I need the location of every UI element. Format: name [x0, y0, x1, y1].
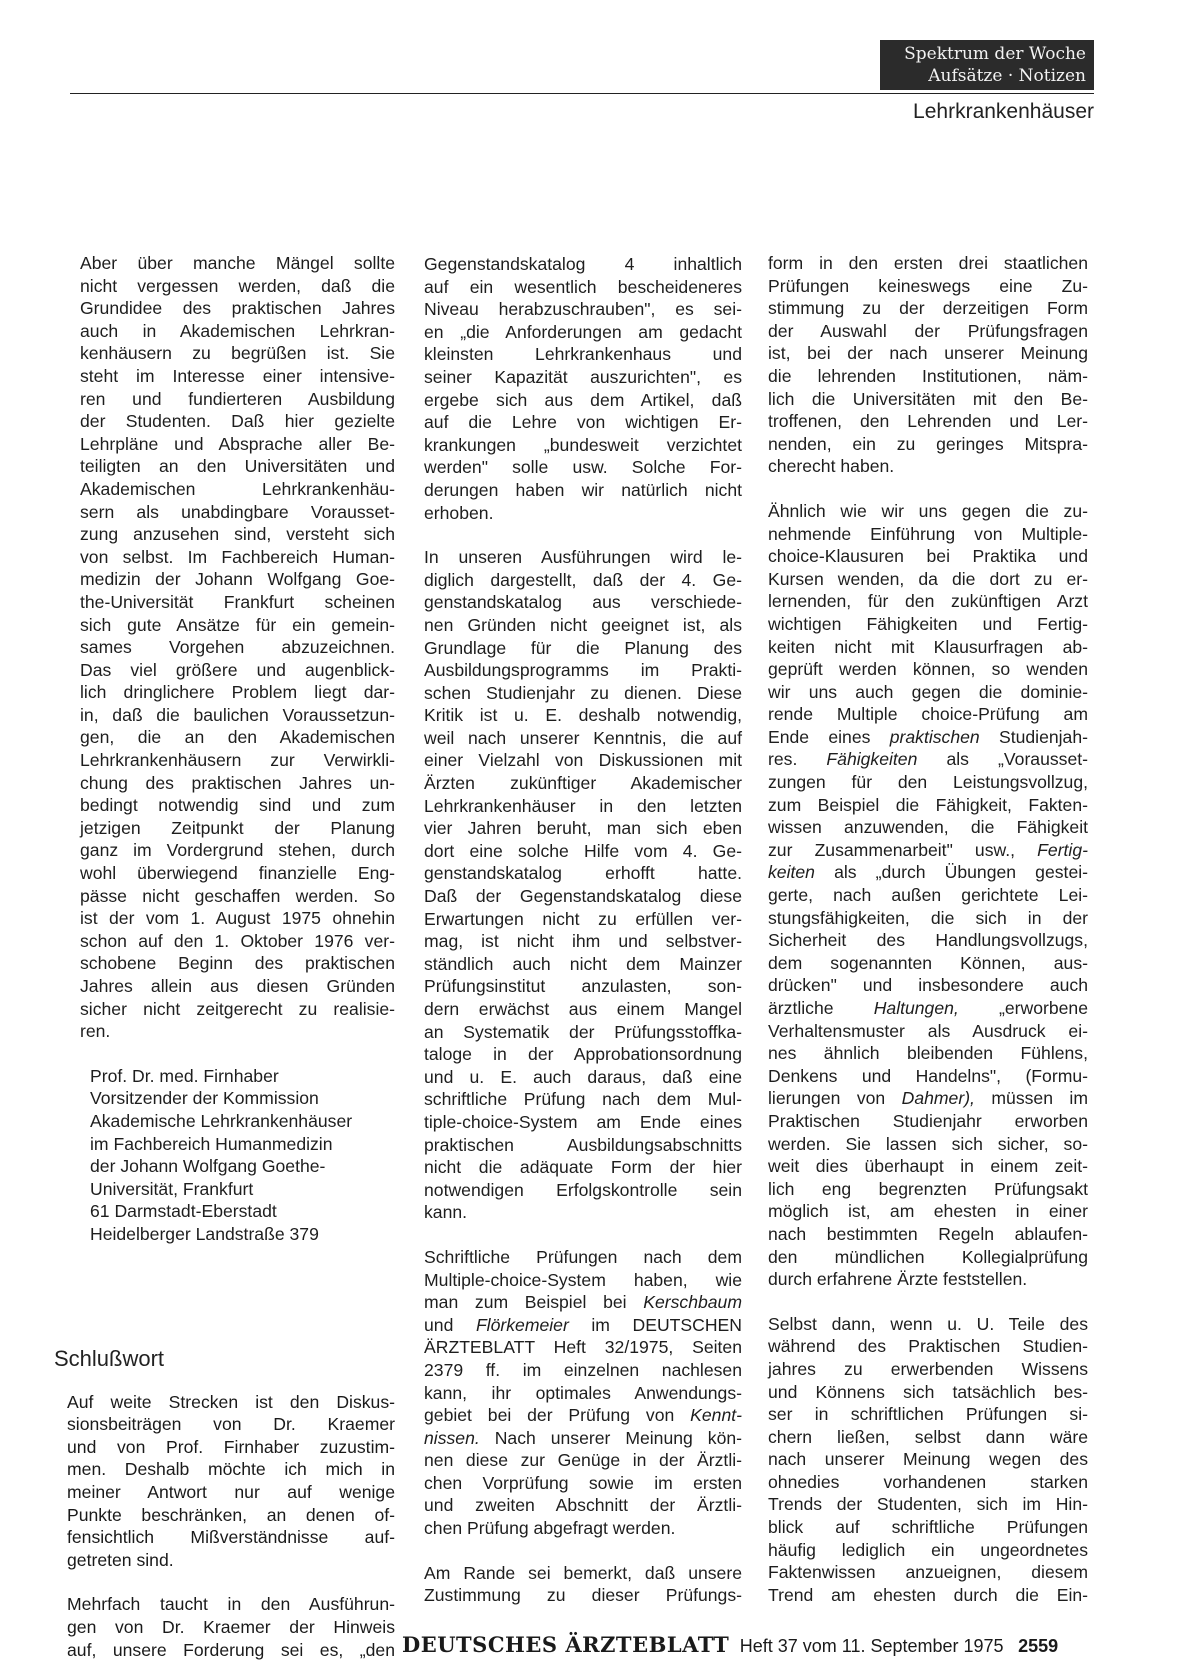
text-line: Multiple-choice-System haben, wie	[424, 1269, 742, 1290]
badge-line-2: Aufsätze · Notizen	[928, 66, 1086, 86]
text-line: genstandskatalog aus verschiede-	[424, 592, 742, 613]
text-line: Das viel größere und augenblick-	[80, 659, 395, 680]
text-line: medizin der Johann Wolfgang Goe-	[80, 569, 395, 590]
text-line: lich dringlichere Problem liegt dar-	[80, 682, 395, 703]
text-line: schen Studienjahr zu dienen. Diese	[424, 682, 742, 703]
text-line: auf, unsere Forderung sei es, „den	[67, 1639, 395, 1660]
text-line: wir uns auch gegen die dominie-	[768, 681, 1088, 702]
text-line: nach bestimmten Regeln ablaufen-	[768, 1223, 1088, 1244]
text-line: in, daß die baulichen Voraussetzun-	[80, 704, 395, 725]
text-line: men. Deshalb möchte ich mich in	[67, 1459, 395, 1480]
text-line: res. Fähigkeiten als „Vorausset-	[768, 749, 1089, 770]
text-line: im Fachbereich Humanmedizin	[90, 1133, 333, 1154]
column-1-lower	[54, 1318, 395, 1661]
text-line: sich gute Ansätze für ein gemein-	[80, 614, 395, 635]
column-1	[80, 252, 395, 1246]
text-line: tiple-choice-System am Ende eines	[424, 1111, 742, 1132]
text-line: Ähnlich wie wir uns gegen die zu-	[768, 500, 1088, 521]
text-line: dem sogenannten Können, aus-	[768, 952, 1088, 973]
paragraph	[424, 546, 742, 1224]
text-line: Akademischen Lehrkrankenhäu-	[80, 478, 395, 499]
text-line: derungen haben wir natürlich nicht	[424, 479, 742, 500]
column-3	[768, 252, 1088, 1628]
text-line: diglich dargestellt, daß der 4. Ge-	[424, 569, 742, 590]
column-2	[424, 253, 742, 1629]
text-line: häufig lediglich ein ungeordnetes	[768, 1539, 1088, 1560]
text-line: und Flörkemeier im DEUTSCHEN	[424, 1314, 742, 1335]
text-line: einer Vielzahl von Diskussionen mit	[424, 750, 742, 771]
paragraph	[768, 252, 1088, 478]
text-line: chung des praktischen Jahres un-	[80, 772, 395, 793]
text-line: zur Zusammenarbeit" usw., Fertig-	[768, 839, 1088, 860]
text-line: Daß der Gegenstandskatalog diese	[424, 886, 742, 907]
text-line: 2379 ff. im einzelnen nachlesen	[424, 1359, 742, 1380]
text-line: ÄRZTEBLATT Heft 32/1975, Seiten	[424, 1337, 742, 1358]
text-line: Praktischen Studienjahr erworben	[768, 1110, 1088, 1131]
text-line: jahres zu erwerbenden Wissens	[768, 1358, 1088, 1379]
text-line: man zum Beispiel bei Kerschbaum	[424, 1292, 742, 1313]
text-line: nes ähnlich bleibenden Fühlens,	[768, 1043, 1088, 1064]
text-line: the-Universität Frankfurt scheinen	[80, 591, 395, 612]
paragraph	[768, 1313, 1088, 1607]
paragraph	[424, 1562, 742, 1607]
text-line: keiten nicht mit Klausurfragen ab-	[768, 636, 1088, 657]
text-line: Heidelberger Landstraße 379	[90, 1223, 319, 1244]
text-line: während des Praktischen Studien-	[768, 1336, 1088, 1357]
text-line: Prüfungen keineswegs eine Zu-	[768, 275, 1088, 296]
text-line: mag, ist nicht ihm und selbstver-	[424, 931, 742, 952]
publication-name: DEUTSCHES ÄRZTEBLATT	[402, 1632, 730, 1657]
text-line: chern ließen, selbst dann wäre	[768, 1426, 1088, 1447]
text-line: Punkte beschränken, an denen of-	[67, 1504, 395, 1525]
text-line: wichtigen Fähigkeiten und Fertig-	[768, 613, 1088, 634]
text-line: nen diese zur Genüge in der Ärztli-	[424, 1450, 742, 1471]
text-line: en „die Anforderungen am gedacht	[424, 321, 742, 342]
paragraph	[768, 500, 1088, 1291]
text-line: In unseren Ausführungen wird le-	[424, 547, 742, 568]
signature-block	[90, 1065, 395, 1246]
paragraph	[424, 1246, 742, 1540]
text-line: Lehrkrankenhäuser in den letzten	[424, 795, 742, 816]
text-line: Faktenwissen anzueignen, diesem	[768, 1562, 1088, 1583]
text-line: gerte, nach außen gerichtete Lei-	[768, 885, 1088, 906]
text-line: werden. Sie lassen sich sicher, so-	[768, 1133, 1088, 1154]
text-line: Auf weite Strecken ist den Diskus-	[67, 1391, 395, 1412]
paragraph	[80, 252, 395, 1043]
text-line: Akademische Lehrkrankenhäuser	[90, 1110, 353, 1131]
text-line: Am Rande sei bemerkt, daß unsere	[424, 1562, 742, 1583]
text-line: durch erfahrene Ärzte feststellen.	[768, 1269, 1028, 1290]
text-line: ren.	[80, 1021, 111, 1042]
paragraph	[67, 1391, 395, 1572]
text-line: der Auswahl der Prüfungsfragen	[768, 320, 1088, 341]
text-line: kleinsten Lehrkrankenhaus und	[424, 344, 742, 365]
text-line: schriftliche Prüfung nach dem Mul-	[424, 1089, 742, 1110]
text-line: 61 Darmstadt-Eberstadt	[90, 1201, 277, 1222]
paragraph	[67, 1593, 395, 1661]
text-line: und von Prof. Firnhaber zuzustim-	[67, 1436, 395, 1457]
text-line: chen Prüfung abgefragt werden.	[424, 1518, 676, 1539]
text-line: choice-Klausuren bei Praktika und	[768, 546, 1088, 567]
text-line: wohl überwiegend finanzielle Eng-	[80, 863, 395, 884]
text-line: werden" solle usw. Solche For-	[424, 457, 742, 478]
text-line: stungsfähigkeiten, die sich in der	[768, 907, 1088, 928]
text-line: gebiet bei der Prüfung von Kennt-	[424, 1405, 742, 1426]
text-line: kann, ihr optimales Anwendungs-	[424, 1382, 742, 1403]
page-footer	[402, 1632, 1058, 1657]
text-line: geprüft werden können, so wenden	[768, 659, 1088, 680]
text-line: Vorsitzender der Kommission	[90, 1088, 319, 1109]
text-line: nehmende Einführung von Multiple-	[768, 523, 1088, 544]
text-line: von selbst. Im Fachbereich Human-	[80, 546, 395, 567]
text-line: nen Gründen nicht geeignet ist, als	[424, 614, 742, 635]
text-line: auf die Lehre von wichtigen Er-	[424, 412, 742, 433]
text-line: Niveau herabzuschrauben", es sei-	[424, 299, 742, 320]
text-line: meiner Antwort nur auf wenige	[67, 1481, 395, 1502]
text-line: weit dies überhaupt in einem zeit-	[768, 1156, 1088, 1177]
text-line: form in den ersten drei staatlichen	[768, 253, 1088, 273]
text-line: teiligten an den Universitäten und	[80, 456, 395, 477]
text-line: zungen für den Leistungsvollzug,	[768, 772, 1088, 793]
text-line: Mehrfach taucht in den Ausführun-	[67, 1594, 395, 1615]
text-line: schon auf den 1. Oktober 1976 ver-	[80, 930, 395, 951]
text-line: und zweiten Abschnitt der Ärztli-	[424, 1495, 742, 1516]
text-line: zung anzusehen sind, versteht sich	[80, 524, 395, 545]
text-line: seiner Kapazität auszurichten", es	[424, 366, 742, 387]
text-line: die lehrenden Institutionen, näm-	[768, 365, 1088, 386]
text-line: drücken" und insbesondere auch	[768, 975, 1088, 996]
text-line: lich die Universitäten mit den Be-	[768, 388, 1088, 409]
text-line: sames Vorgehen abzuzeichnen.	[80, 637, 395, 658]
text-line: notwendigen Erfolgskontrolle sein	[424, 1179, 742, 1200]
text-line: Grundidee des praktischen Jahres	[80, 298, 395, 319]
text-line: Trend am ehesten durch die Ein-	[768, 1584, 1088, 1605]
text-line: sionsbeiträgen von Dr. Kraemer	[67, 1414, 395, 1435]
text-line: zum Beispiel die Fähigkeit, Fakten-	[768, 794, 1088, 815]
text-line: Prüfungsinstitut anzulasten, son-	[424, 976, 742, 997]
text-line: auch in Akademischen Lehrkran-	[80, 320, 395, 341]
text-line: steht im Interesse einer intensive-	[80, 365, 395, 386]
text-line: Lehrpläne und Absprache aller Be-	[80, 433, 395, 454]
text-line: lierungen von Dahmer), müssen im	[768, 1088, 1088, 1109]
text-line: nissen. Nach unserer Meinung kön-	[424, 1427, 742, 1448]
text-line: Ausbildungsprogramms im Prakti-	[424, 660, 742, 681]
paragraph	[424, 253, 742, 524]
text-line: ren und fundierteren Ausbildung	[80, 388, 395, 409]
text-line: Kursen wenden, da die dort zu er-	[768, 568, 1088, 589]
text-line: wissen anzuwenden, die Fähigkeit	[768, 817, 1088, 838]
section-heading: Schlußwort	[54, 1346, 165, 1371]
text-line: rende Multiple choice-Prüfung am	[768, 704, 1088, 725]
text-line: nicht vergessen werden, daß die	[80, 275, 395, 296]
text-line: auf ein wesentlich bescheideneres	[424, 276, 742, 297]
text-line: der Studenten. Daß hier gezielte	[80, 411, 395, 432]
text-line: nach unserer Meinung wegen des	[768, 1449, 1088, 1470]
text-line: nenden, ein zu geringes Mitspra-	[768, 433, 1088, 454]
text-line: lich eng begrenzten Prüfungsakt	[768, 1178, 1088, 1199]
text-line: ist, bei der nach unserer Meinung	[768, 343, 1088, 364]
text-line: nicht die adäquate Form der hier	[424, 1157, 742, 1178]
text-line: chen Vorprüfung sowie im ersten	[424, 1472, 742, 1493]
text-line: kann.	[424, 1202, 468, 1223]
text-line: keiten als „durch Übungen gestei-	[768, 862, 1088, 883]
text-line: Aber über manche Mängel sollte	[80, 253, 395, 273]
text-line: Erwartungen nicht zu erfüllen ver-	[424, 908, 742, 929]
text-line: der Johann Wolfgang Goethe-	[90, 1156, 326, 1177]
text-line: den mündlichen Kollegialprüfung	[768, 1246, 1088, 1267]
text-line: taloge in der Approbationsordnung	[424, 1044, 742, 1065]
text-line: Grundlage für die Planung des	[424, 637, 742, 658]
badge-line-1: Spektrum der Woche	[904, 44, 1086, 64]
text-line: fensichtlich Mißverständnisse auf-	[67, 1527, 395, 1548]
text-line: Sicherheit des Handlungsvollzugs,	[768, 930, 1088, 951]
text-line: praktischen Ausbildungsabschnitts	[424, 1134, 742, 1155]
text-line: Trends der Studenten, sich im Hin-	[768, 1494, 1088, 1515]
text-line: getreten sind.	[67, 1549, 174, 1570]
topic-label: Lehrkrankenhäuser	[913, 100, 1094, 123]
text-line: ohnedies vorhandenen starken	[768, 1471, 1088, 1492]
text-line: blick auf schriftliche Prüfungen	[768, 1517, 1088, 1538]
issue-info: Heft 37 vom 11. September 1975	[739, 1636, 1004, 1656]
text-line: lernenden, für den zukünftigen Arzt	[768, 591, 1088, 612]
text-line: ganz im Vordergrund stehen, durch	[80, 840, 395, 861]
header-rule	[70, 93, 1094, 94]
text-line: möglich ist, am ehesten in einer	[768, 1201, 1088, 1222]
page-number: 2559	[1018, 1636, 1059, 1656]
text-line: Universität, Frankfurt	[90, 1178, 254, 1199]
text-line: krankungen „bundesweit verzichtet	[424, 434, 742, 455]
text-line: dern erwächst aus einem Mangel	[424, 999, 742, 1019]
text-line: Ärzten zukünftiger Akademischer	[424, 773, 742, 794]
text-line: schobene Beginn des praktischen	[80, 953, 395, 974]
text-line: Gegenstandskatalog 4 inhaltlich	[424, 254, 742, 274]
text-line: vier Jahren beruht, man sich eben	[424, 818, 742, 839]
text-line: und Könnens sich tatsächlich bes-	[768, 1381, 1088, 1402]
text-line: Prof. Dr. med. Firnhaber	[90, 1065, 279, 1086]
text-line: Lehrkrankenhäusern zur Verwirkli-	[80, 750, 395, 771]
text-line: Denkens und Handelns", (Formu-	[768, 1065, 1088, 1086]
text-line: sicher nicht zeitgerecht zu realisie-	[80, 998, 395, 1019]
text-line: Ende eines praktischen Studienjah-	[768, 726, 1088, 747]
text-line: weil nach unserer Kenntnis, die auf	[424, 727, 742, 748]
text-line: stimmung zu der derzeitigen Form	[768, 298, 1088, 319]
text-line: erhoben.	[424, 502, 494, 523]
text-line: sern als unabdingbare Vorausset-	[80, 501, 395, 522]
text-line: troffenen, den Lehrenden und Ler-	[768, 411, 1088, 432]
text-line: gen, die an den Akademischen	[80, 727, 395, 748]
text-line: kenhäusern zu begrüßen ist. Sie	[80, 343, 395, 364]
text-line: und u. E. auch daraus, daß eine	[424, 1066, 742, 1087]
text-line: ser in schriftlichen Prüfungen si-	[768, 1404, 1088, 1425]
text-line: dort eine solche Hilfe vom 4. Ge-	[424, 840, 742, 861]
text-line: cherecht haben.	[768, 456, 895, 477]
text-line: Kritik ist u. E. deshalb notwendig,	[424, 705, 742, 726]
text-line: ergebe sich aus dem Artikel, daß	[424, 389, 742, 410]
text-line: Jahres allein aus diesen Gründen	[80, 976, 395, 996]
text-line: ärztliche Haltungen, „erworbene	[768, 998, 1088, 1018]
text-line: bedingt notwendig sind und zum	[80, 795, 395, 816]
text-line: Schriftliche Prüfungen nach dem	[424, 1246, 742, 1267]
text-line: ist der vom 1. August 1975 ohnehin	[80, 908, 395, 929]
text-line: Verhaltensmuster als Ausdruck ei-	[768, 1020, 1088, 1041]
text-line: gen von Dr. Kraemer der Hinweis	[67, 1616, 395, 1637]
section-badge	[880, 40, 1094, 90]
text-line: Zustimmung zu dieser Prüfungs-	[424, 1585, 742, 1606]
text-line: Selbst dann, wenn u. U. Teile des	[768, 1313, 1088, 1334]
text-line: genstandskatalog erhofft hatte.	[424, 863, 742, 884]
text-line: pässe nicht geschaffen werden. So	[80, 885, 395, 906]
text-line: ständlich auch nicht dem Mainzer	[424, 953, 742, 974]
text-line: an Systematik der Prüfungsstoffka-	[424, 1021, 742, 1042]
text-line: jetzigen Zeitpunkt der Planung	[80, 817, 395, 838]
